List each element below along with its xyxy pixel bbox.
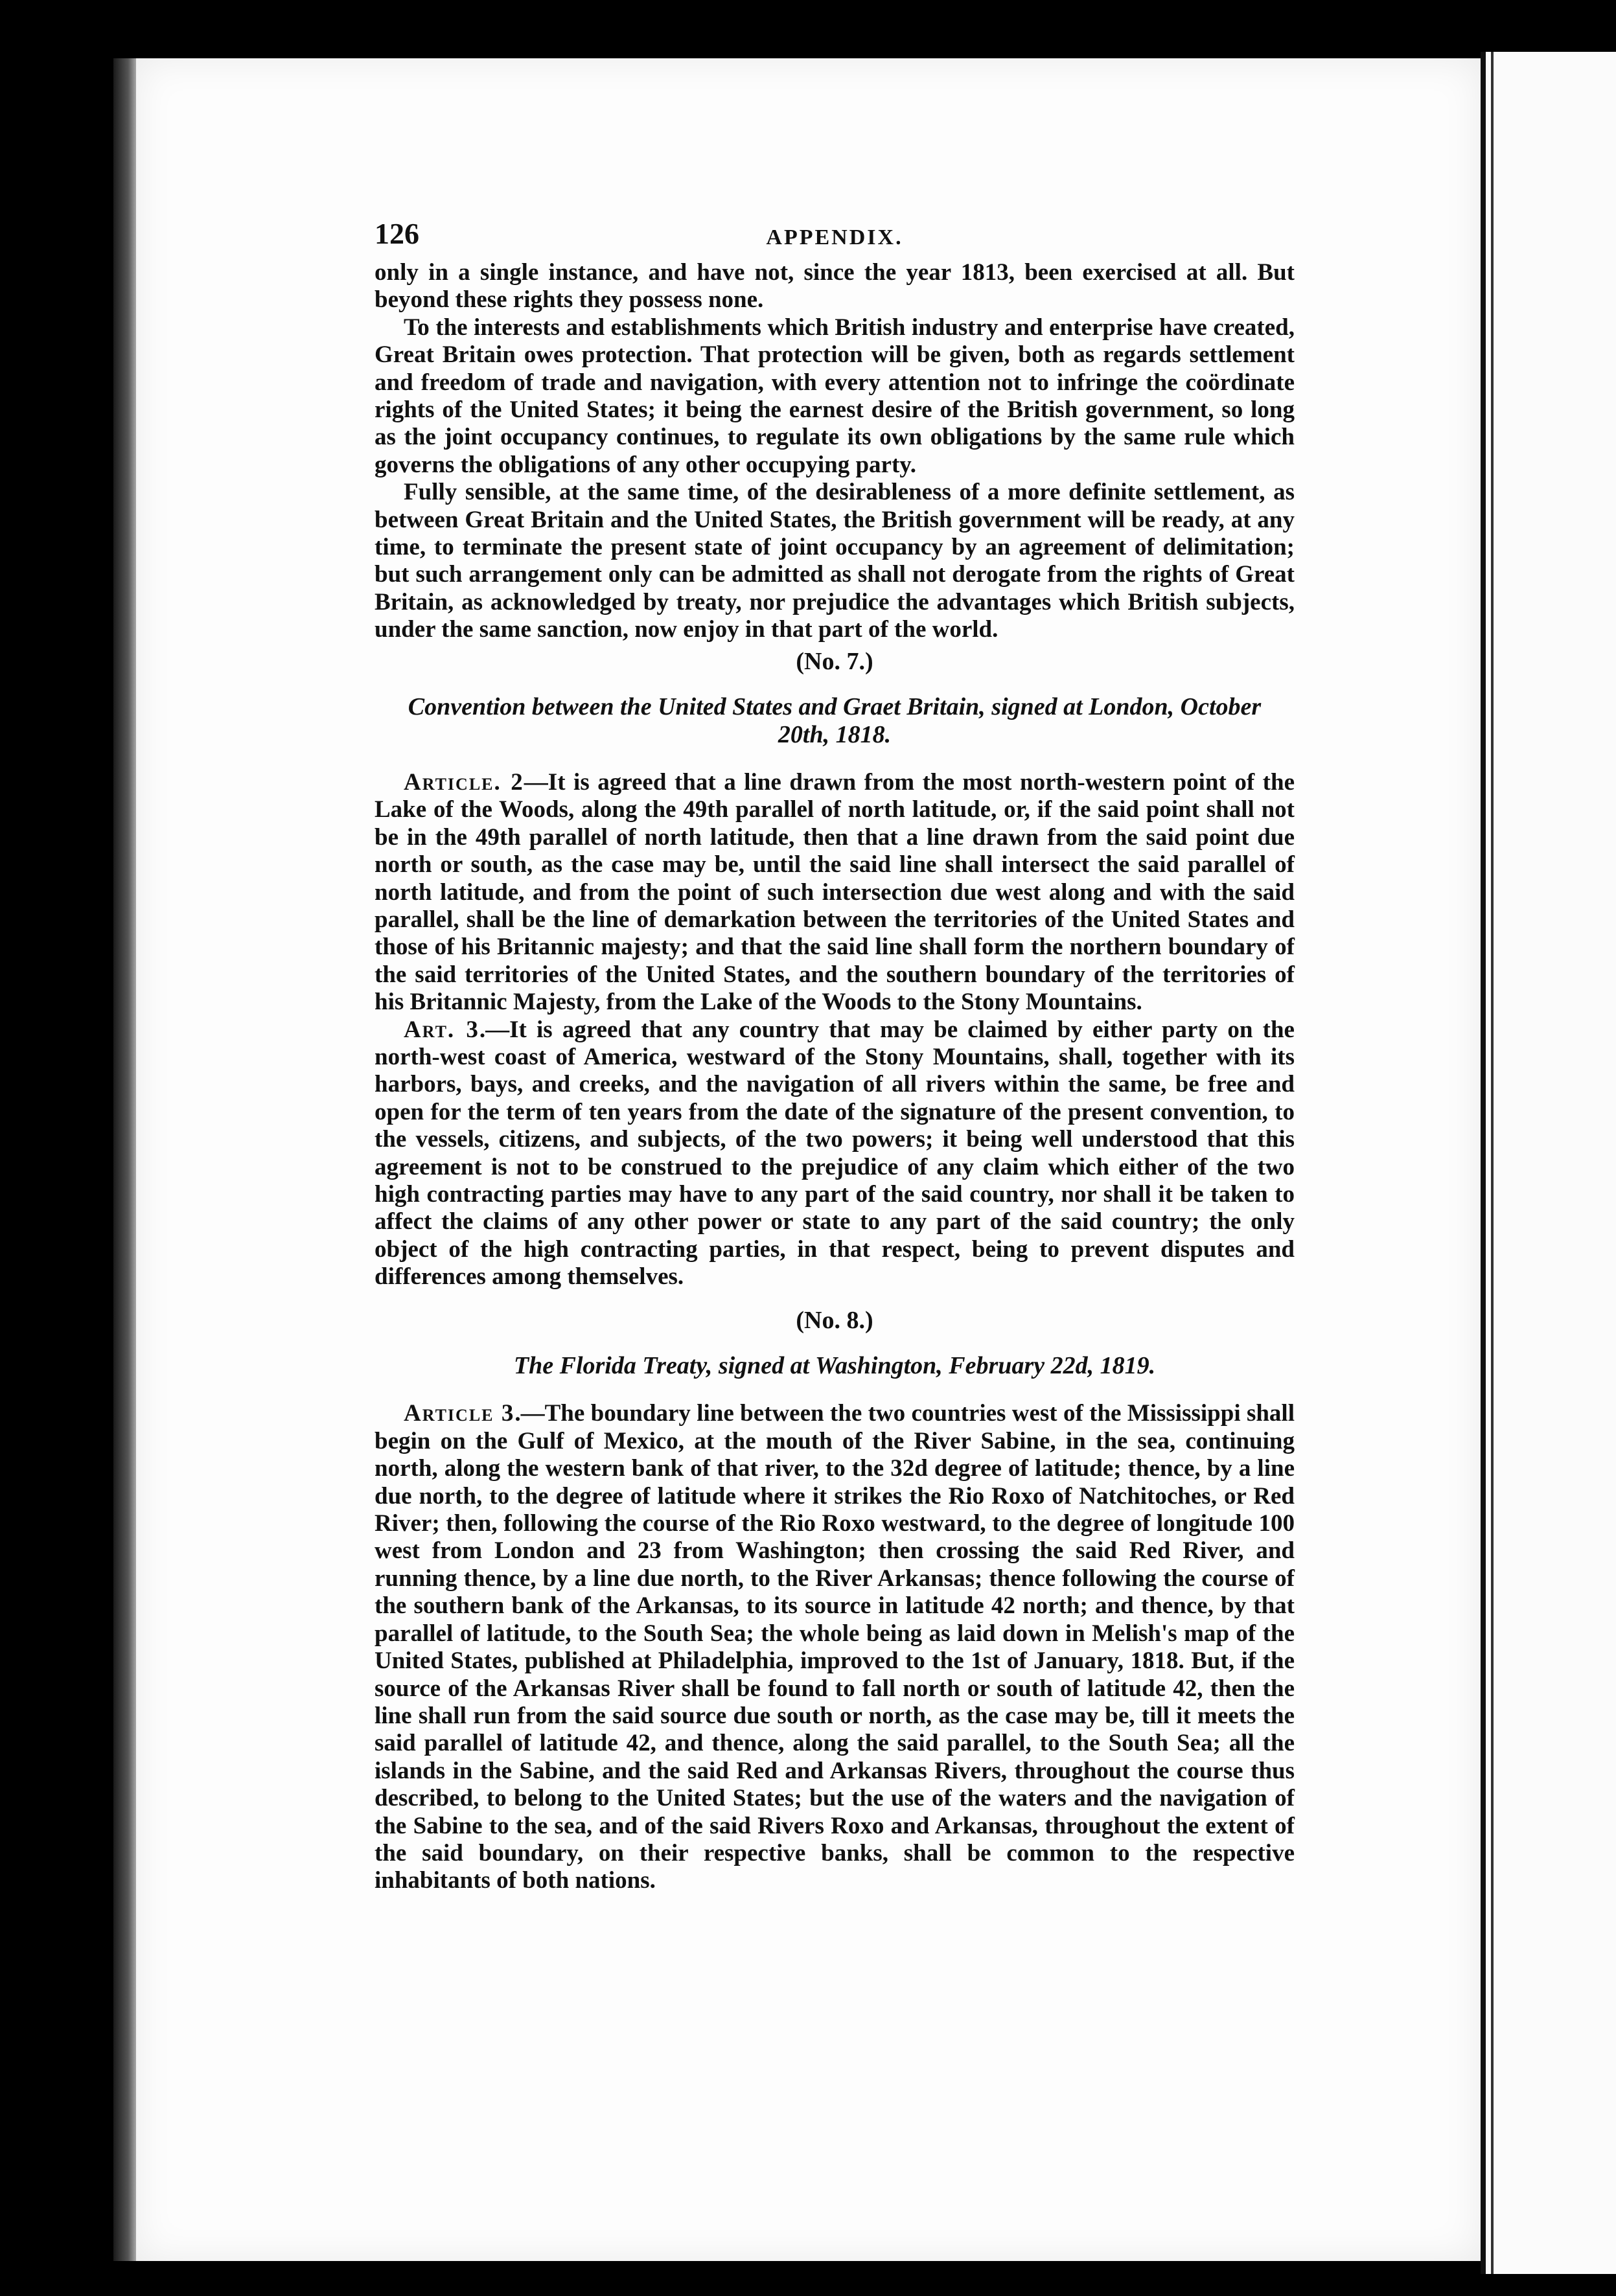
page-edge-line: [1481, 52, 1486, 2274]
page-number: 126: [375, 217, 419, 250]
running-title: APPENDIX.: [766, 225, 903, 249]
section-caption-8: The Florida Treaty, signed at Washington, February 22d, 1819.: [513, 1352, 1156, 1380]
article-label: Art. 3: [404, 1016, 479, 1043]
facing-page-edge: [1481, 52, 1616, 2274]
article-label: Article 3: [404, 1400, 515, 1427]
article-text: .—The boundary line between the two countries west of the Mississippi shall begin on the Gulf of Mexico, at the mouth of the River Sabine, in the sea, continuing north, along the western bank of that river, to the 32d degree of latitude; thence, by a line due north, to the degree of latitude where it strikes the Rio Roxo of Natchitoches, or Red River; then, following the course of the Rio Roxo westward, to the degree of longitude 100 west from London and 23 from Washington; then crossing the said Red River, and running thence, by a line due north, to the River Arkansas; thence following the course of the southern bank of the Arkansas, to its source in latitude 42 north; and thence, by that parallel of latitude, to the South Sea; the whole being as laid down in Melish's map of the United States, published at Philadelphia, improved to the 1st of January, 1818. But, if the source of the Arkansas River shall be found to fall north or south of latitude 42, then the line shall run from the said source due south or north, as the case may be, till it meets the said parallel of latitude 42, and thence, along the said parallel, to the South Sea; all the islands in the Sabine, and the said Red and Arkansas Rivers, throughout the course thus described, to belong to the United States; but the use of the waters and the navigation of the Sabine to the sea, and of the said Rivers Roxo and Arkansas, throughout the extent of the said boundary, on their respective banks, shall be common to the respective inhabitants of both nations.: [375, 1400, 1295, 1894]
page-content: [375, 217, 1295, 1895]
section-number-7: (No. 7.): [796, 647, 873, 675]
paragraph-definite-settlement: Fully sensible, at the same time, of the desirableness of a more definite settlement, as between Great Britain and the United States, the British government will be ready, at any time, to terminate the present state of joint occupancy by an agreement of delimitation; but such arrangement only can be admitted as shall not derogate from the rights of Great Britain, as acknowledged by treaty, nor prejudice the advantages which British subjects, under the same sanction, now enjoy in that part of the world.: [375, 479, 1295, 643]
article-text: .—It is agreed that any country that may be claimed by either party on the north-west coast of America, westward of the Stony Mountains, shall, together with its harbors, bays, and creeks, and the navigation of all rivers within the same, be free and open for the term of ten years from the date of the signature of the present convention, to the vessels, citizens, and subjects, of the two powers; it being well understood that this agreement is not to be construed to the prejudice of any claim which either of the two high contracting parties may have to any part of the said country, nor shall it be taken to affect the claims of any other power or state to any part of the said country; the only object of the high contracting parties, in that respect, being to prevent disputes and differences among themselves.: [375, 1016, 1295, 1291]
article-3-paragraph: [375, 1016, 1295, 1291]
florida-article-3-paragraph: [375, 1400, 1295, 1894]
page-edge-line-inner: [1491, 52, 1494, 2274]
section-caption-7: Convention between the United States and Graet Britain, signed at London, October 20th, 1818.: [408, 693, 1262, 748]
article-text: —It is agreed that a line drawn from the most north-western point of the Lake of the Woods, along the 49th parallel of north latitude, or, if the said point shall not be in the 49th parallel of north latitude, then that a line drawn from the said point due north or south, as the case may be, until the said line shall intersect the said parallel of north latitude, and from the point of such intersection due west along and with the said parallel, shall be the line of demarkation between the territories of the United States and those of his Britannic majesty; and that the said line shall form the northern boundary of the said territories of the United States, and the southern boundary of the territories of his Britannic Majesty, from the Lake of the Woods to the Stony Mountains.: [375, 768, 1295, 1016]
article-2-paragraph: [375, 769, 1295, 1016]
page-gutter-shadow: [113, 58, 138, 2261]
paragraph-continuation: only in a single instance, and have not, since the year 1813, been exercised at all. But beyond these rights they possess none.: [375, 259, 1295, 314]
article-label: Article. 2: [404, 768, 524, 796]
running-head: [375, 217, 1295, 259]
paragraph-british-interests: To the interests and establishments which British industry and enterprise have created, Great Britain owes protection. That protection will be given, both as regards settlement and freedom of trade and navigation, with every attention not to infringe the coördinate rights of the United States; it being the earnest desire of the British government, so long as the joint occupancy continues, to regulate its own obligations by the same rule which governs the obligations of any other occupying party.: [375, 314, 1295, 478]
spacer: [375, 1291, 1295, 1303]
section-number-8: (No. 8.): [796, 1306, 873, 1334]
